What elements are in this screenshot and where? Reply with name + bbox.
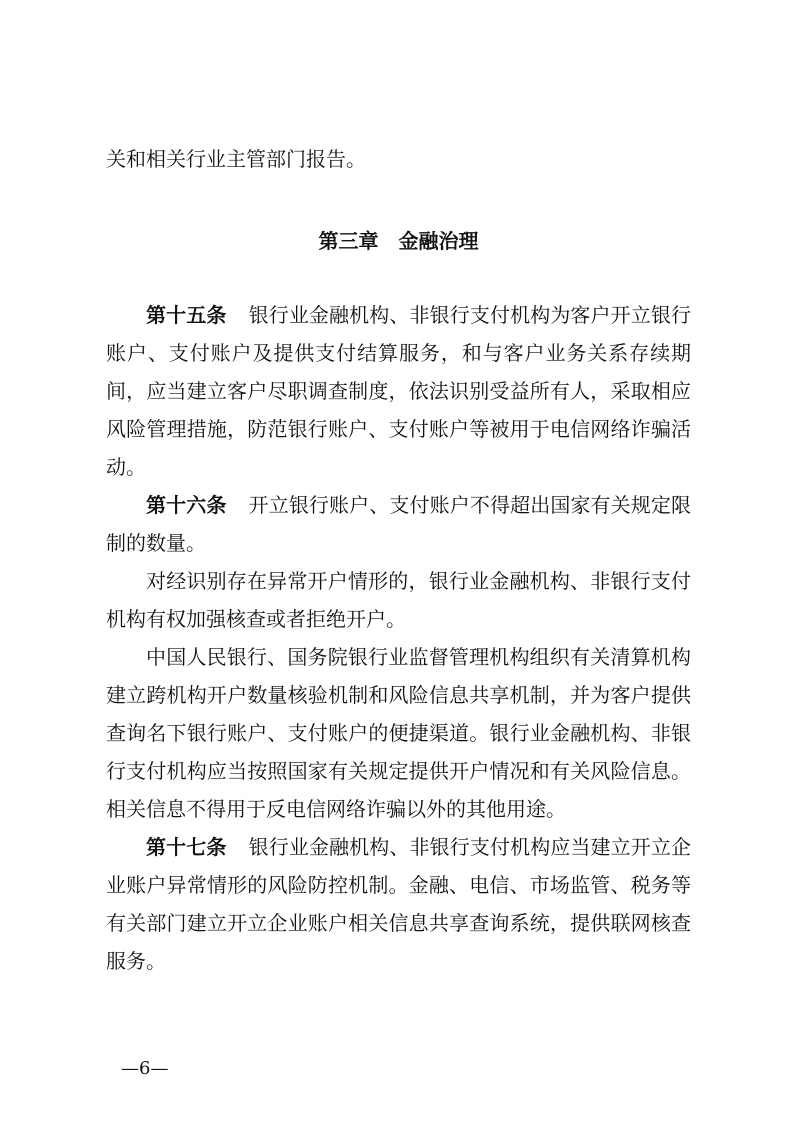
article-paragraph [106, 486, 691, 562]
article-paragraph [106, 296, 691, 486]
article-text: 银行业金融机构、非银行支付机构为客户开立银行账户、支付账户及提供支付结算服务，和与客户业务关系存续期间，应当建立客户尽职调查制度，依法识别受益所有人，采取相应风险管理措施，防范银行账户、支付账户等被用于电信网络诈骗活动。 [106, 303, 692, 479]
article-text: 开立银行账户、支付账户不得超出国家有关规定限制的数量。 [106, 493, 692, 555]
article-paragraph: 中国人民银行、国务院银行业监督管理机构组织有关清算机构建立跨机构开户数量核验机制和风险信息共享机制，并为客户提供查询名下银行账户、支付账户的便捷渠道。银行业金融机构、非银行支付机构应当按照国家有关规定提供开户情况和有关风险信息。相关信息不得用于反电信网络诈骗以外的其他用途。 [106, 645, 691, 821]
article-label: 第十六条 [146, 493, 227, 517]
continuation-text: 关和相关行业主管部门报告。 [106, 147, 366, 171]
continuation-block [106, 140, 691, 178]
chapter-title: 第三章 金融治理 [318, 229, 479, 253]
article-label: 第十七条 [146, 835, 227, 859]
article-15 [106, 296, 691, 486]
article-paragraph: 对经识别存在异常开户情形的，银行业金融机构、非银行支付机构有权加强核查或者拒绝开户。 [106, 569, 691, 631]
article-text: 银行业金融机构、非银行支付机构应当建立开立企业账户异常情形的风险防控机制。金融、电信、市场监管、税务等有关部门建立开立企业账户相关信息共享查询系统，提供联网核查服务。 [106, 835, 692, 973]
article-paragraph [106, 828, 691, 980]
article-label: 第十五条 [146, 303, 227, 327]
article-17 [106, 828, 691, 980]
article-16 [106, 486, 691, 828]
page-number: —6— [121, 1058, 169, 1079]
